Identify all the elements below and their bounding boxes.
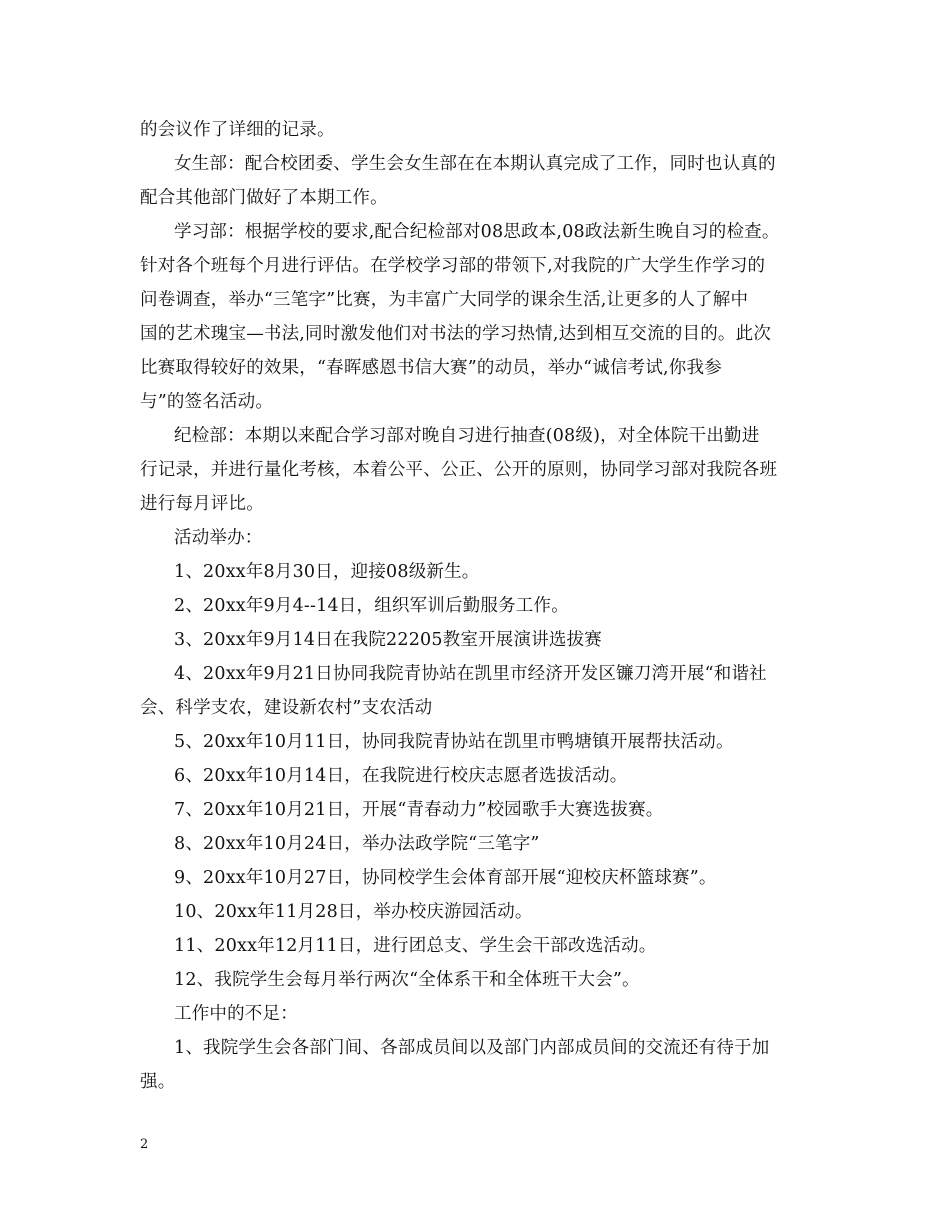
text-line: 12、我院学生会每月举行两次“全体系干和全体班干大会”。 (174, 970, 640, 990)
text-line: 8、20xx年10月24日，举办法政学院“三笔字” (174, 834, 540, 854)
text-line: 强。 (140, 1072, 176, 1092)
text-line: 的会议作了详细的记录。 (140, 120, 335, 140)
text-line: 行记录，并进行量化考核，本着公平、公正、公开的原则，协同学习部对我院各班 (140, 460, 778, 480)
page-number: 2 (140, 1137, 149, 1152)
text-line: 1、20xx年8月30日，迎接08级新生。 (174, 562, 480, 582)
text-line: 10、20xx年11月28日，举办校庆游园活动。 (174, 902, 533, 922)
text-line: 问卷调查，举办“三笔字”比赛，为丰富广大同学的课余生活,让更多的人了解中 (140, 290, 749, 310)
text-line: 6、20xx年10月14日，在我院进行校庆志愿者选拔活动。 (174, 766, 628, 786)
text-line: 学习部：根据学校的要求,配合纪检部对08思政本,08政法新生晚自习的检查。 (174, 222, 780, 242)
text-line: 纪检部：本期以来配合学习部对晚自习进行抽查(08级)，对全体院干出勤进 (174, 426, 760, 446)
text-line: 5、20xx年10月11日，协同我院青协站在凯里市鸭塘镇开展帮扶活动。 (174, 732, 734, 752)
text-line: 4、20xx年9月21日协同我院青协站在凯里市经济开发区镰刀湾开展“和谐社 (174, 664, 767, 684)
text-line: 11、20xx年12月11日，进行团总支、学生会干部改选活动。 (174, 936, 657, 956)
text-line: 9、20xx年10月27日，协同校学生会体育部开展“迎校庆杯篮球赛”。 (174, 868, 717, 888)
text-line: 配合其他部门做好了本期工作。 (140, 188, 388, 208)
text-line: 3、20xx年9月14日在我院22205教室开展演讲选拔赛 (174, 630, 603, 650)
text-line: 进行每月评比。 (140, 494, 264, 514)
text-line: 比赛取得较好的效果，“春晖感恩书信大赛”的动员，举办“诚信考试,你我参 (140, 358, 722, 378)
text-line: 针对各个班每个月进行评估。在学校学习部的带领下,对我院的广大学生作学习的 (140, 256, 766, 276)
text-line: 国的艺术瑰宝—书法,同时激发他们对书法的学习热情,达到相互交流的目的。此次 (140, 324, 772, 344)
text-line: 会、科学支农，建设新农村”支农活动 (140, 698, 433, 718)
text-line: 活动举办： (174, 528, 263, 548)
text-line: 女生部：配合校团委、学生会女生部在在本期认真完成了工作，同时也认真的 (174, 154, 776, 174)
text-line: 2、20xx年9月4--14日，组织军训后勤服务工作。 (174, 596, 569, 616)
text-line: 与”的签名活动。 (140, 392, 274, 412)
text-line: 工作中的不足： (174, 1004, 298, 1024)
document-body (140, 113, 840, 1099)
text-line: 1、我院学生会各部门间、各部成员间以及部门内部成员间的交流还有待于加 (174, 1038, 770, 1058)
text-line: 7、20xx年10月21日，开展“青春动力”校园歌手大赛选拔赛。 (174, 800, 664, 820)
